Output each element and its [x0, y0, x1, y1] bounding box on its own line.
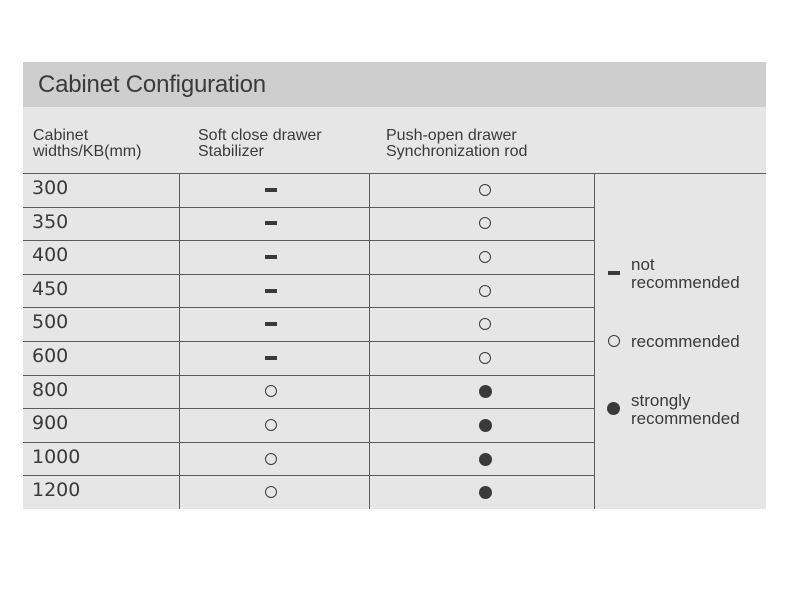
legend-label: not — [631, 255, 655, 274]
row-divider — [23, 475, 594, 476]
dash-icon — [265, 322, 277, 326]
dash-icon — [265, 289, 277, 293]
width-cell: 1000 — [32, 445, 81, 468]
row-divider — [23, 408, 594, 409]
row-divider — [23, 240, 594, 241]
header-sync-rod — [386, 128, 527, 160]
hollow-circle-icon — [608, 335, 620, 347]
legend-strongly-recommended — [631, 392, 740, 428]
header-line: Synchronization rod — [386, 143, 528, 160]
dash-icon — [265, 188, 277, 192]
hollow-circle-icon — [479, 285, 491, 297]
header-line: Push-open drawer — [386, 127, 517, 144]
row-divider — [23, 442, 594, 443]
filled-circle-icon — [607, 402, 620, 415]
column-divider — [179, 173, 180, 509]
hollow-circle-icon — [265, 453, 277, 465]
column-divider — [369, 173, 370, 509]
cabinet-configuration-table — [23, 62, 766, 509]
hollow-circle-icon — [479, 184, 491, 196]
filled-circle-icon — [479, 486, 492, 499]
dash-icon — [265, 221, 277, 225]
header-line: Stabilizer — [198, 143, 264, 160]
legend-label: recommended — [631, 273, 740, 292]
page-title: Cabinet Configuration — [38, 71, 266, 98]
hollow-circle-icon — [479, 251, 491, 263]
width-cell: 300 — [32, 177, 69, 199]
header-cabinet-widths — [33, 128, 141, 160]
hollow-circle-icon — [265, 419, 277, 431]
filled-circle-icon — [479, 453, 492, 466]
hollow-circle-icon — [479, 217, 491, 229]
width-cell: 1200 — [32, 479, 81, 502]
legend-label: recommended — [631, 409, 740, 428]
header-line: widths/KB(mm) — [33, 143, 142, 160]
dash-icon — [265, 356, 277, 360]
width-cell: 350 — [32, 210, 69, 233]
row-divider — [23, 341, 594, 342]
title-bar — [23, 62, 766, 107]
header-stabilizer — [198, 128, 322, 160]
dash-icon — [265, 255, 277, 259]
filled-circle-icon — [479, 419, 492, 432]
dash-icon — [608, 271, 620, 275]
filled-circle-icon — [479, 385, 492, 398]
row-divider — [23, 307, 594, 308]
legend-not-recommended — [631, 256, 740, 292]
hollow-circle-icon — [265, 385, 277, 397]
header-line: Cabinet — [33, 127, 89, 144]
hollow-circle-icon — [265, 486, 277, 498]
row-divider — [23, 207, 594, 208]
width-cell: 450 — [32, 277, 69, 300]
legend-recommended: recommended — [631, 332, 740, 351]
header-line: Soft close drawer — [198, 127, 322, 144]
row-divider — [23, 274, 594, 275]
width-cell: 500 — [32, 311, 69, 334]
table-top-border — [23, 173, 766, 174]
hollow-circle-icon — [479, 352, 491, 364]
width-cell: 600 — [32, 345, 69, 367]
width-cell: 900 — [32, 412, 69, 435]
column-divider — [594, 173, 595, 509]
row-divider — [23, 375, 594, 376]
legend-label: strongly — [631, 391, 691, 410]
hollow-circle-icon — [479, 318, 491, 330]
width-cell: 800 — [32, 378, 69, 401]
width-cell: 400 — [32, 244, 69, 267]
